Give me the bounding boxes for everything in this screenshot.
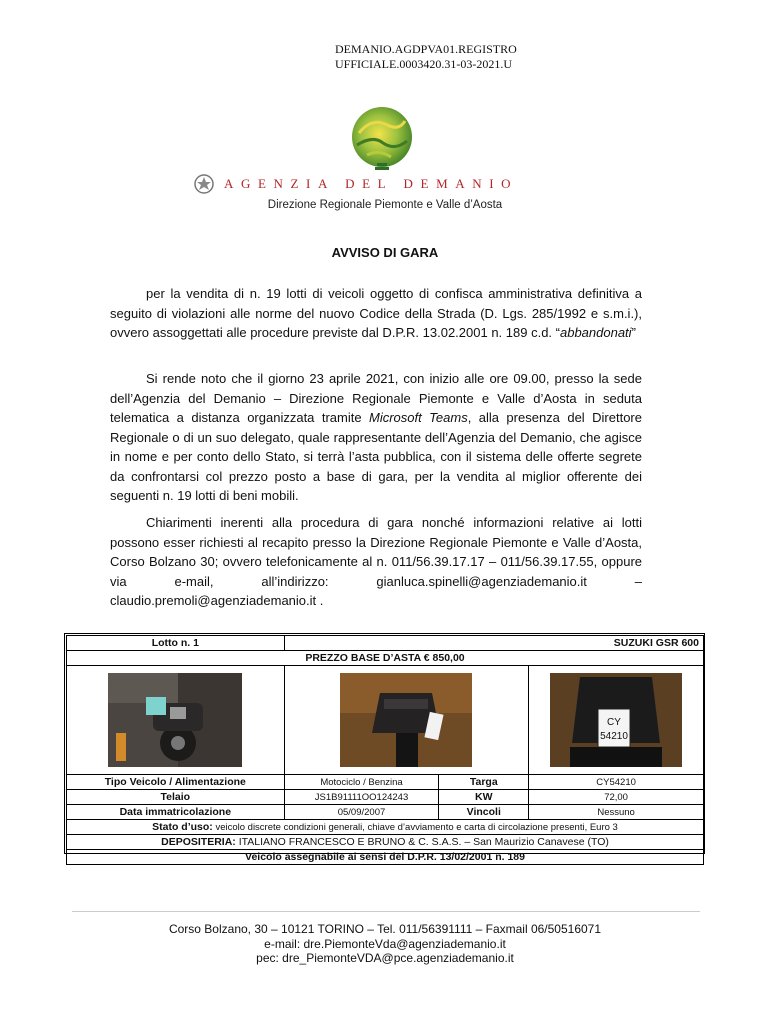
- depository-label: DEPOSITERIA:: [161, 835, 236, 848]
- table-row: [67, 775, 704, 790]
- notice-italic: Microsoft Teams: [369, 410, 468, 425]
- assignable-note: Veicolo assegnabile ai sensi del D.P.R. 13/02/2001 n. 189: [67, 850, 704, 865]
- row-key-2: Vincoli: [439, 805, 529, 820]
- row-key: Data immatricolazione: [67, 805, 285, 820]
- usage-state-value: veicolo discrete condizioni generali, chiave d’avviamento e carta di circolazione presenti, Euro 3: [212, 821, 618, 833]
- row-value: 05/09/2007: [284, 805, 439, 820]
- lot-number: Lotto n. 1: [67, 636, 285, 651]
- intro-end: ”: [631, 325, 636, 340]
- row-key: Tipo Veicolo / Alimentazione: [67, 775, 285, 790]
- footer: [0, 922, 770, 966]
- regional-direction: Direzione Regionale Piemonte e Valle d’Aosta: [267, 199, 503, 211]
- lot-vehicle: SUZUKI GSR 600: [284, 636, 703, 651]
- protocol-line-1: DEMANIO.AGDPVA01.REGISTRO: [335, 42, 517, 56]
- motorcycle-front-photo-icon: [108, 673, 242, 767]
- protocol-line-2: UFFICIALE.0003420.31-03-2021.U: [335, 57, 512, 71]
- footer-divider: [72, 911, 700, 912]
- intro-paragraph: [110, 284, 642, 343]
- lot-price: PREZZO BASE D’ASTA € 850,00: [67, 651, 704, 666]
- row-key: Telaio: [67, 790, 285, 805]
- notice-paragraph: [110, 369, 642, 506]
- depository-value: ITALIANO FRANCESCO E BRUNO & C. S.A.S. – San Maurizio Canavese (TO): [235, 835, 609, 848]
- row-key-2: KW: [439, 790, 529, 805]
- usage-state-label: Stato d’uso:: [152, 820, 213, 833]
- lot-table: [66, 635, 704, 865]
- footer-email: e-mail: dre.PiemonteVda@agenziademanio.it: [264, 936, 506, 951]
- row-value-2: 72,00: [529, 790, 704, 805]
- protocol-stamp: [335, 42, 517, 72]
- photo-cell-front: [67, 666, 285, 775]
- row-value-2: CY54210: [529, 775, 704, 790]
- motorcycle-rear-photo-icon: [340, 673, 472, 767]
- row-value-2: Nessuno: [529, 805, 704, 820]
- agency-logo-icon: [347, 103, 417, 175]
- photo-cell-rear-2: [529, 666, 704, 775]
- table-row: [67, 805, 704, 820]
- plate-line-2: 54210: [600, 731, 628, 742]
- table-row: [67, 790, 704, 805]
- intro-text: per la vendita di n. 19 lotti di veicoli oggetto di confisca amministrativa definitiva a seguito di violazioni alle norme del nuovo Codice della Strada (D. Lgs. 285/1992 e s.m.i.), ovvero assoggettati alle procedure previste dal D.P.R. 13.02.2001 n. 189 c.d. “: [110, 286, 642, 340]
- footer-pec: pec: dre_PiemonteVDA@pce.agenziademanio.it: [256, 951, 514, 965]
- agency-name: AGENZIA DEL DEMANIO: [224, 176, 519, 191]
- plate-line-1: CY: [607, 717, 622, 728]
- footer-address: Corso Bolzano, 30 – 10121 TORINO – Tel. 011/56391111 – Faxmail 06/50516071: [168, 922, 602, 936]
- license-plate-photo-icon: [550, 673, 682, 767]
- photo-cell-rear-1: [284, 666, 529, 775]
- notice-text-2: , alla presenza del Direttore Regionale o di un suo delegato, quale rappresentante dell’Agenzia del Demanio, che agisce in nome e per conto dello Stato, si terrà l’asta pubblica, con il sistema delle offerte segrete da confrontarsi col prezzo posto a base di gara, per la vendita al miglior offerente dei seguenti n. 19 lotti di beni mobili.: [110, 410, 642, 503]
- contacts-paragraph: Chiarimenti inerenti alla procedura di gara nonché informazioni relative ai lotti possono esser richiesti al recapito presso la Direzione Regionale Piemonte e Valle d’Aosta, Corso Bolzano 30; ovvero telefonicamente al n. 011/56.39.17.17 – 011/56.39.17.55, oppure via e-mail, all’indirizzo: gianluca.spinelli@agenziademanio.it – claudio.premoli@agenziademanio.it .: [110, 515, 642, 608]
- notice-title: AVVISO DI GARA: [331, 245, 439, 260]
- row-key-2: Targa: [439, 775, 529, 790]
- depository: [67, 835, 704, 850]
- row-value: Motociclo / Benzina: [284, 775, 439, 790]
- republic-emblem-icon: [193, 173, 215, 195]
- row-value: JS1B91111OO124243: [284, 790, 439, 805]
- usage-state: [67, 820, 704, 835]
- intro-italic: abbandonati: [559, 325, 632, 340]
- notice-text-1: Si rende noto che il giorno 23 aprile 2021, con inizio alle ore 09.00, presso la sede dell’Agenzia del Demanio – Direzione Regionale Piemonte e Valle d’Aosta in seduta telematica a distanza organizzata tramite: [110, 371, 642, 425]
